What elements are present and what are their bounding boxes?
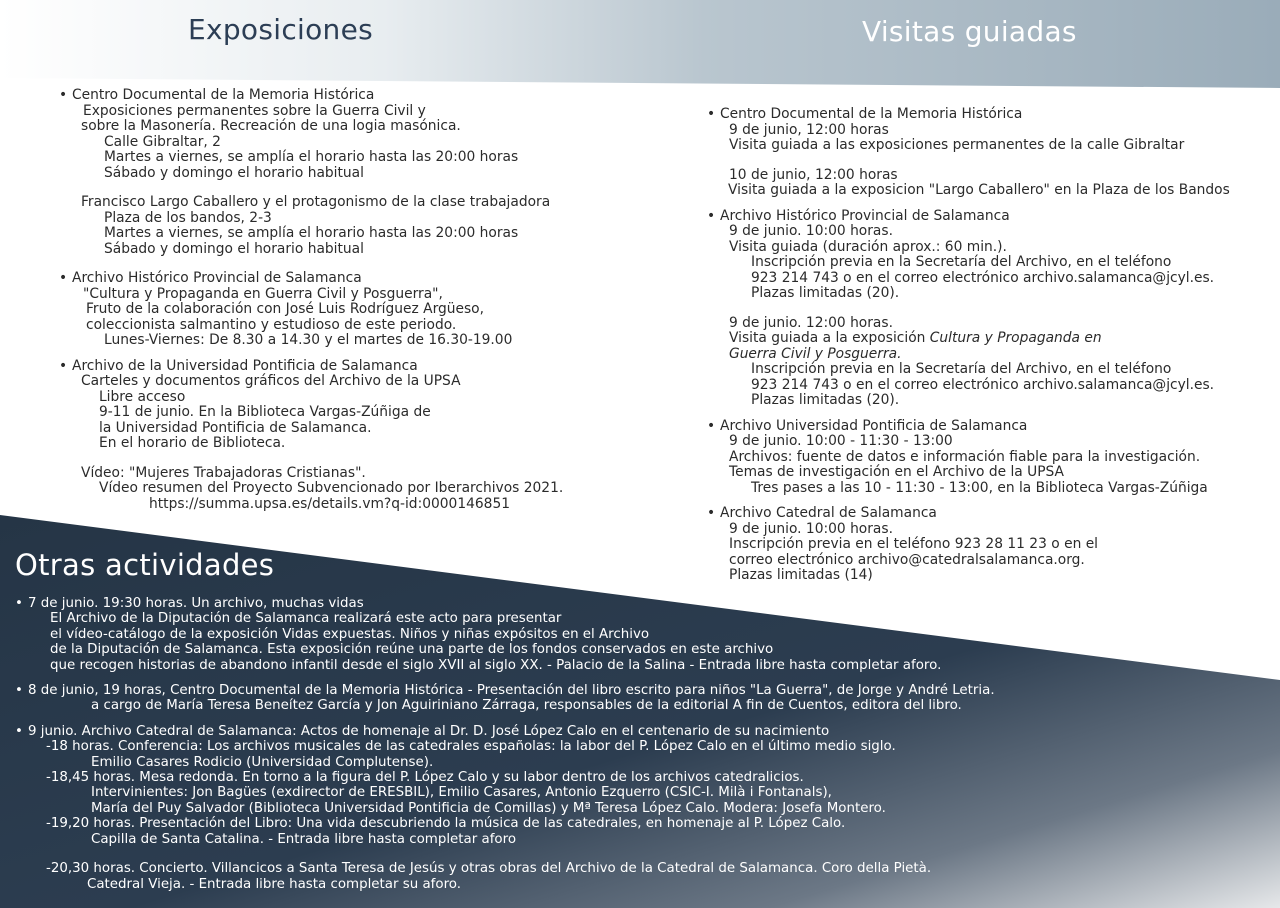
visita-line: 9 de junio. 10:00 horas. [729, 520, 893, 537]
otras-title: Otras actividades [15, 548, 275, 582]
actividad-line: -20,30 horas. Concierto. Villancicos a Santa Teresa de Jesús y otras obras del Archivo de la Catedral de Salamanca. Coro della Pietà. [46, 861, 932, 877]
expo-address: Plaza de los bandos, 2-3 [104, 209, 272, 226]
visita-line-part: Visita guiada a la exposición [729, 330, 930, 346]
expo-ahps-name: • Archivo Histórico Provincial de Salamanca [72, 271, 563, 287]
exposiciones-section [72, 88, 563, 512]
exposiciones-title: Exposiciones [188, 13, 373, 46]
actividad-head: • 8 de junio, 19 horas, Centro Documental de la Memoria Histórica - Presentación del libro escrito para niños "La Guerra", de Jorge y André Letria. [28, 683, 995, 698]
actividad-line: el vídeo-catálogo de la exposición Vidas expuestas. Niños y niñas expósitos en el Archivo [50, 626, 650, 642]
visita-line: 9 de junio. 12:00 horas. [729, 314, 893, 331]
visita-line: Visita guiada (duración aprox.: 60 min.). [729, 238, 1007, 255]
actividad-line: -19,20 horas. Presentación del Libro: Una vida descubriendo la música de las catedrales, en homenaje al P. López Calo. [46, 816, 846, 832]
actividad-line: Catedral Vieja. - Entrada libre hasta completar su aforo. [87, 876, 462, 892]
visita-cdmh-name: • Centro Documental de la Memoria Histórica [720, 107, 1230, 123]
expo-video-desc: Vídeo resumen del Proyecto Subvencionado por Iberarchivos 2021. [99, 480, 564, 496]
expo-cdmh-desc: sobre la Masonería. Recreación de una logia masónica. [81, 118, 461, 134]
visita-line [720, 331, 1230, 347]
expo-upsa-line: 9-11 de junio. En la Biblioteca Vargas-Zúñiga de [99, 404, 431, 420]
expo-hours: Martes a viernes, se amplía el horario hasta las 20:00 horas [104, 149, 519, 165]
visita-catedral-name: • Archivo Catedral de Salamanca [720, 506, 1230, 522]
expo-address: Calle Gibraltar, 2 [104, 133, 221, 150]
visitas-section [720, 107, 1230, 584]
visita-expo-title: Guerra Civil y Posguerra. [729, 345, 902, 362]
visita-line: Tres pases a las 10 - 11:30 - 13:00, en la Biblioteca Vargas-Zúñiga [751, 479, 1208, 496]
expo-ahps-line: coleccionista salmantino y estudioso de este periodo. [86, 316, 457, 333]
expo-hours: Martes a viernes, se amplía el horario hasta las 20:00 horas [104, 225, 519, 241]
expo-video-title: Vídeo: "Mujeres Trabajadoras Cristianas". [81, 464, 366, 481]
expo-upsa-name: • Archivo de la Universidad Pontificia de Salamanca [72, 359, 563, 375]
actividad-head: • 9 junio. Archivo Catedral de Salamanca: Actos de homenaje al Dr. D. José López Calo en el centenario de su nacimiento [28, 724, 995, 739]
visita-line: 10 de junio, 12:00 horas [729, 166, 898, 183]
visita-line: 9 de junio. 10:00 - 11:30 - 13:00 [729, 433, 953, 449]
actividad-head: • 7 de junio. 19:30 horas. Un archivo, muchas vidas [28, 596, 995, 611]
visita-line: Plazas limitadas (20). [751, 392, 900, 408]
actividad-line: de la Diputación de Salamanca. Esta exposición reúne una parte de los fondos conservados en este archivo [50, 642, 774, 658]
visita-line: Inscripción previa en la Secretaría del Archivo, en el teléfono [751, 361, 1172, 377]
visita-ahps-name: • Archivo Histórico Provincial de Salamanca [720, 209, 1230, 225]
expo-cdmh-desc: Exposiciones permanentes sobre la Guerra Civil y [83, 102, 426, 119]
actividad-line: -18 horas. Conferencia: Los archivos musicales de las catedrales españolas: la labor del P. López Calo en el último medio siglo. [46, 739, 896, 755]
visita-line: 9 de junio, 12:00 horas [729, 121, 889, 138]
visita-line: Inscripción previa en la Secretaría del Archivo, en el teléfono [751, 254, 1172, 270]
actividad-line: a cargo de María Teresa Beneítez García y Jon Aguiriniano Zárraga, responsables de la editorial A fin de Cuentos, editora del libro. [91, 698, 962, 714]
visita-line: 923 214 743 o en el correo electrónico archivo.salamanca@jcyl.es. [751, 269, 1215, 286]
actividad-line: Intervinientes: Jon Bagües (exdirector de ERESBIL), Emilio Casares, Antonio Ezquerro (CSIC-I. Milà i Fontanals), [91, 785, 832, 801]
expo-video-link[interactable]: https://summa.upsa.es/details.vm?q-id:0000146851 [149, 495, 510, 512]
visita-line: Plazas limitadas (20). [751, 285, 900, 301]
actividad-line: Capilla de Santa Catalina. - Entrada libre hasta completar aforo [91, 831, 517, 847]
expo-upsa-line: Libre acceso [99, 388, 186, 405]
otras-section [28, 596, 995, 892]
actividad-line: -18,45 horas. Mesa redonda. En torno a la figura del P. López Calo y su labor dentro de los archivos catedralicios. [46, 770, 804, 786]
visita-line: Inscripción previa en el teléfono 923 28 11 23 o en el [729, 536, 1099, 552]
actividad-line: María del Puy Salvador (Biblioteca Universidad Pontificia de Comillas) y Mª Teresa López Calo. Modera: Josefa Montero. [91, 800, 886, 816]
expo-hours: Sábado y domingo el horario habitual [104, 240, 364, 257]
actividad-line: que recogen historias de abandono infantil desde el siglo XVII al siglo XX. - Palacio de la Salina - Entrada libre hasta completar aforo. [50, 657, 942, 673]
expo-upsa-line: Carteles y documentos gráficos del Archivo de la UPSA [81, 373, 461, 389]
visita-line: Temas de investigación en el Archivo de la UPSA [729, 464, 1064, 480]
visita-line: 9 de junio. 10:00 horas. [729, 223, 893, 239]
visita-line: correo electrónico archivo@catedralsalamanca.org. [729, 551, 1085, 568]
visita-expo-title: Cultura y Propaganda en [929, 330, 1102, 346]
expo-hours: Sábado y domingo el horario habitual [104, 164, 364, 181]
visitas-title: Visitas guiadas [862, 15, 1077, 48]
expo-cdmh-name: • Centro Documental de la Memoria Histórica [72, 88, 563, 104]
expo-upsa-line: la Universidad Pontificia de Salamanca. [99, 419, 372, 436]
visita-line: Plazas limitadas (14) [729, 567, 873, 583]
expo-ahps-line: "Cultura y Propaganda en Guerra Civil y Posguerra", [83, 285, 443, 302]
actividad-line: Emilio Casares Rodicio (Universidad Complutense). [91, 754, 434, 770]
visita-line: Visita guiada a la exposicion "Largo Caballero" en la Plaza de los Bandos [728, 182, 1230, 198]
visita-line: 923 214 743 o en el correo electrónico archivo.salamanca@jcyl.es. [751, 376, 1215, 393]
visita-upsa-name: • Archivo Universidad Pontificia de Salamanca [720, 419, 1230, 435]
expo-largo-caballero: Francisco Largo Caballero y el protagonismo de la clase trabajadora [81, 194, 551, 210]
expo-ahps-hours: Lunes-Viernes: De 8.30 a 14.30 y el martes de 16.30-19.00 [104, 332, 513, 348]
visita-line [720, 347, 1230, 363]
actividad-line: El Archivo de la Diputación de Salamanca realizará este acto para presentar [50, 611, 562, 627]
visita-line: Visita guiada a las exposiciones permanentes de la calle Gibraltar [729, 137, 1185, 153]
expo-upsa-line: En el horario de Biblioteca. [99, 435, 286, 451]
visita-line: Archivos: fuente de datos e información fiable para la investigación. [729, 448, 1201, 465]
expo-ahps-line: Fruto de la colaboración con José Luis Rodríguez Argüeso, [86, 301, 485, 317]
